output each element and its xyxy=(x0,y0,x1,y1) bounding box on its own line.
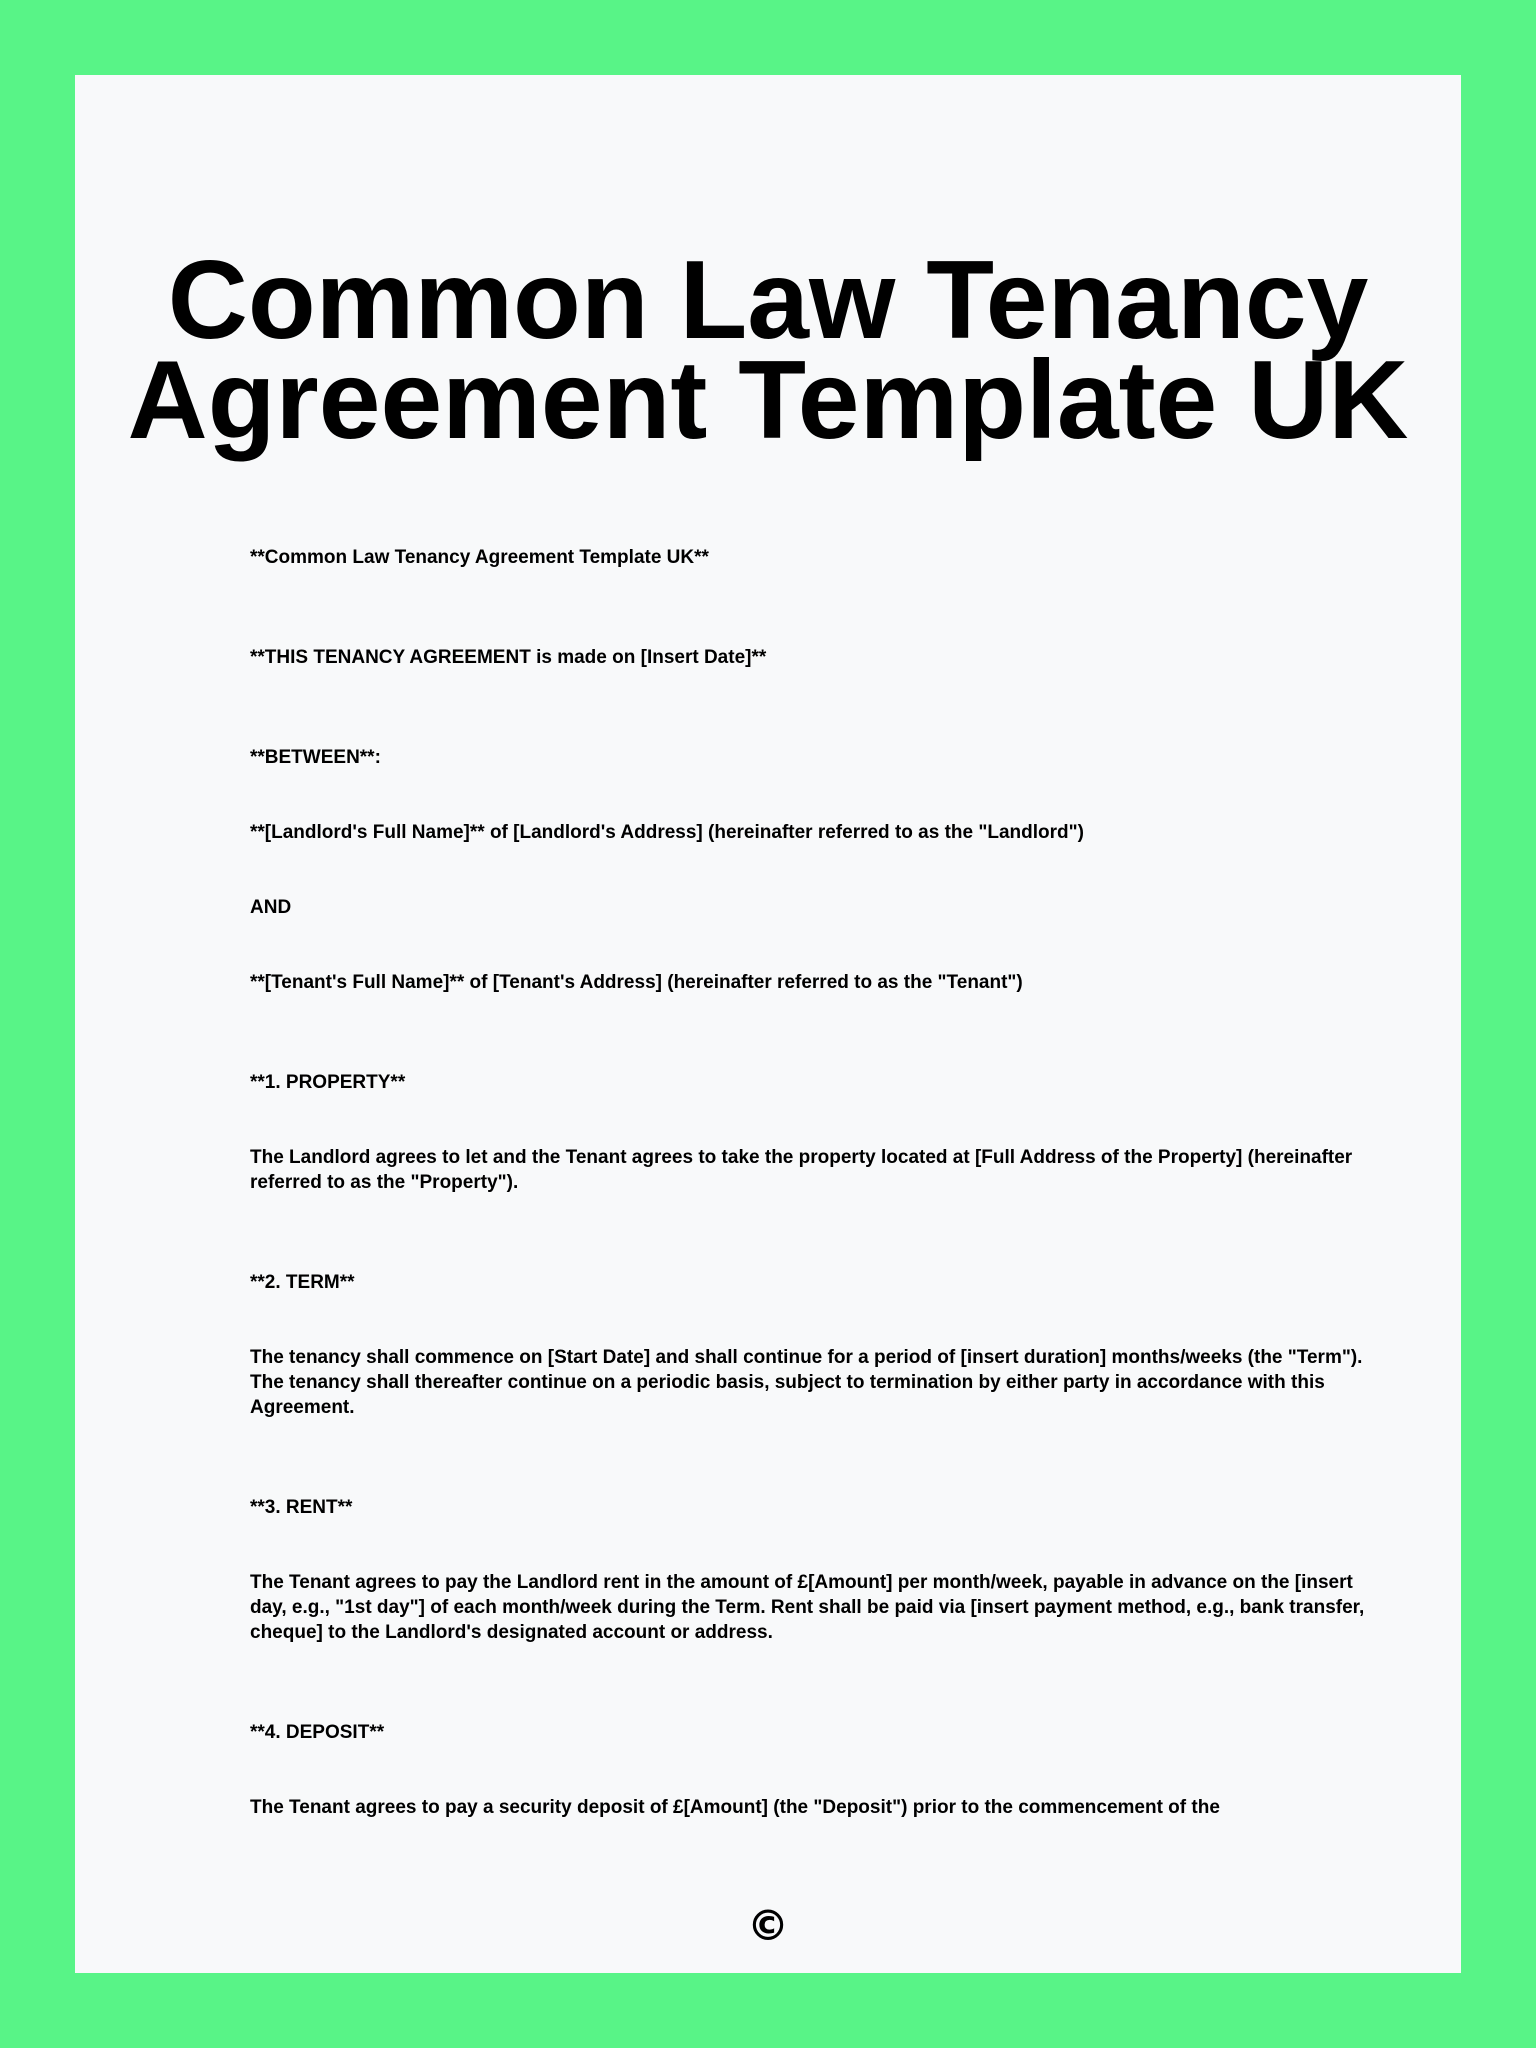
document-page xyxy=(75,75,1461,1973)
landlord-line: **[Landlord's Full Name]** of [Landlord's Address] (hereinafter referred to as the "Landlord") xyxy=(250,822,1084,843)
section-heading-term: **2. TERM** xyxy=(250,1272,355,1293)
tenant-line: **[Tenant's Full Name]** of [Tenant's Address] (hereinafter referred to as the "Tenant") xyxy=(250,972,1023,993)
section-body-rent: The Tenant agrees to pay the Landlord rent in the amount of £[Amount] per month/week, payable in advance on the [insert day, e.g., "1st day"] of each month/week during the Term. Rent shall be paid via [insert payment method, e.g., bank transfer, cheque] to the Landlord's designated account or address. xyxy=(250,1572,1365,1643)
document-body xyxy=(250,545,1375,1820)
between-label: **BETWEEN**: xyxy=(250,747,381,768)
section-body-deposit: The Tenant agrees to pay a security deposit of £[Amount] (the "Deposit") prior to the commencement of the xyxy=(250,1797,1220,1818)
title-line-2: Agreement Template UK xyxy=(127,338,1409,462)
section-heading-rent: **3. RENT** xyxy=(250,1497,353,1518)
document-title xyxy=(75,238,1461,462)
body-heading: **Common Law Tenancy Agreement Template UK** xyxy=(250,547,709,568)
copyright-icon: © xyxy=(747,1901,789,1950)
section-body-term: The tenancy shall commence on [Start Date] and shall continue for a period of [insert duration] months/weeks (the "Term"). The tenancy shall thereafter continue on a periodic basis, subject to termination by either party in accordance with this Agreement. xyxy=(250,1347,1363,1418)
section-heading-property: **1. PROPERTY** xyxy=(250,1072,406,1093)
and-label: AND xyxy=(250,897,292,918)
section-body-property: The Landlord agrees to let and the Tenant agrees to take the property located at [Full Address of the Property] (hereinafter referred to as the "Property"). xyxy=(250,1147,1353,1193)
title-line-1: Common Law Tenancy xyxy=(167,238,1369,362)
agreement-date-line: **THIS TENANCY AGREEMENT is made on [Insert Date]** xyxy=(250,647,767,668)
section-heading-deposit: **4. DEPOSIT** xyxy=(250,1722,385,1743)
